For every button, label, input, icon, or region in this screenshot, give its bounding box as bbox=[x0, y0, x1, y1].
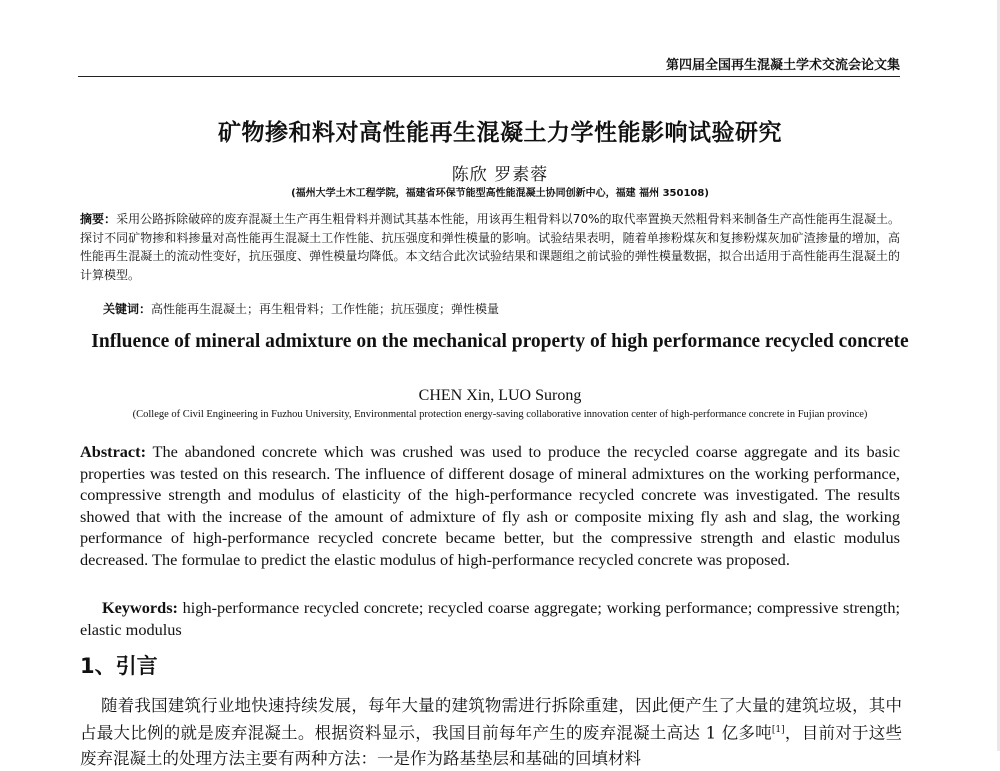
chinese-abstract-text: 采用公路拆除破碎的废弃混凝土生产再生粗骨料并测试其基本性能，用该再生粗骨料以70%的取代率置换天然粗骨料来制备生产高性能再生混凝土。探讨不同矿物掺和料掺量对高性能再生混凝土工作性能、抗压强度和弹性模量的影响。试验结果表明，随着单掺粉煤灰和复掺粉煤灰加矿渣掺量的增加，高性能再生混凝土的流动性变好，抗压强度、弹性模量均降低。本文结合此次试验结果和课题组之前试验的弹性模量数据，拟合出适用于高性能再生混凝土的计算模型。 bbox=[80, 212, 900, 282]
english-abstract-text: The abandoned concrete which was crushed was used to produce the recycled coarse aggregate and its basic properties was tested on this research. The influence of different dosage of mineral admixtures on the working performance, compressive strength and modulus of elasticity of the high-performance recycled concrete was investigated. The results showed that with the increase of the amount of admixture of fly ash or composite mixing fly ash and slag, the working performance of high-performance recycled concrete became better, but the compressive strength and elastic modulus decreased. The formulae to predict the elastic modulus of high-performance recycled concrete was proposed. bbox=[80, 442, 900, 569]
english-keywords-text: high-performance recycled concrete; recycled coarse aggregate; working performance; compressive strength; elastic modulus bbox=[80, 598, 900, 639]
chinese-keywords-text: 高性能再生混凝土；再生粗骨料；工作性能；抗压强度；弹性模量 bbox=[151, 302, 500, 316]
chinese-keywords bbox=[103, 300, 499, 317]
intro-text-part1: 随着我国建筑行业地快速持续发展，每年大量的建筑物需进行拆除重建，因此便产生了大量的建筑垃圾，其中占最大比例的就是废弃混凝土。根据资料显示，我国目前每年产生的废弃混凝土高达 1 亿多吨 bbox=[80, 696, 902, 743]
header-rule bbox=[78, 76, 900, 77]
citation-link[interactable]: [1] bbox=[771, 725, 785, 735]
english-abstract-label: Abstract: bbox=[80, 442, 147, 461]
chinese-authors: 陈欣 罗素蓉 bbox=[451, 165, 549, 185]
intro-text-part2: ，目前对于这些废弃混凝土的处理方法主要有两种方法：一是作为路基垫层和基础的回填材料 bbox=[80, 723, 902, 768]
chinese-keywords-label: 关键词： bbox=[103, 302, 152, 316]
english-keywords-label: Keywords: bbox=[102, 598, 178, 617]
chinese-abstract bbox=[80, 210, 900, 284]
chinese-abstract-label: 摘要： bbox=[80, 212, 117, 226]
english-keywords bbox=[80, 597, 900, 640]
english-affiliation: (College of Civil Engineering in Fuzhou University, Environmental protection energy-saving collaborative innovation center of high-performance concrete in Fujian province) bbox=[132, 409, 868, 420]
section-heading: 1、引言 bbox=[80, 654, 158, 678]
introduction-paragraph bbox=[80, 693, 902, 771]
english-authors: CHEN Xin, LUO Surong bbox=[418, 387, 582, 404]
english-abstract bbox=[80, 441, 900, 570]
english-title: Influence of mineral admixture on the mechanical property of high performance recycled concrete bbox=[91, 331, 909, 352]
chinese-affiliation: (福州大学土木工程学院，福建省环保节能型高性能混凝土协同创新中心，福建 福州 350108) bbox=[291, 188, 709, 199]
chinese-title: 矿物掺和料对高性能再生混凝土力学性能影响试验研究 bbox=[218, 120, 782, 146]
running-header: 第四届全国再生混凝土学术交流会论文集 bbox=[665, 58, 900, 73]
